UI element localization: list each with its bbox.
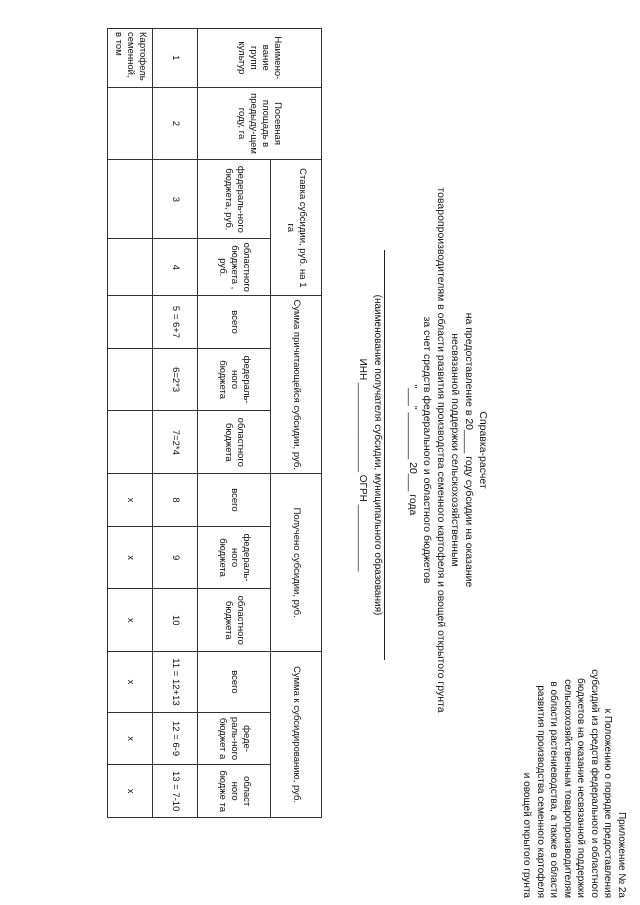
appendix-line: развития производства семенного картофеля <box>535 685 546 898</box>
column-number: 2 <box>153 87 198 160</box>
appendix-line: в области растениеводства, а также в области <box>548 681 560 898</box>
appendix-line: к Положению о порядке предоставления <box>602 708 614 898</box>
column-numbering-row <box>153 29 198 818</box>
header-received-group: Получено субсидии, руб. <box>271 474 322 652</box>
header-subsidize-total: всего <box>198 652 271 713</box>
table-cell: х <box>108 526 153 589</box>
table-cell <box>108 160 153 239</box>
column-number: 13 = 7-10 <box>153 765 198 818</box>
title-line: Справка-расчет <box>477 411 489 489</box>
table-cell <box>108 411 153 474</box>
title-line: несвязанной поддержки сельскохозяйственным <box>449 333 461 567</box>
header-due-regional: областного бюджета <box>198 411 271 474</box>
table-cell <box>108 239 153 296</box>
table-cell <box>108 87 153 160</box>
table-cell <box>108 296 153 349</box>
header-subsidize-regional: област ного бюдже та <box>198 765 271 818</box>
appendix-line: и овощей открытого грунта <box>521 772 533 898</box>
header-received-total: всего <box>198 474 271 527</box>
table-cell: х <box>108 474 153 527</box>
table-cell: х <box>108 765 153 818</box>
document-title <box>406 150 490 750</box>
header-received-regional: областного бюджета <box>198 589 271 652</box>
header-to-subsidize-group: Сумма к субсидированию, руб. <box>271 652 322 818</box>
column-number: 11 = 12+13 <box>153 652 198 713</box>
header-due-federal: федераль-ного бюджета <box>198 348 271 411</box>
calculation-table <box>107 28 322 818</box>
crop-name-cell: Картофель семенной, в том <box>108 29 153 88</box>
appendix-line: сельскохозяйственным товаропроизводителям <box>562 679 573 898</box>
header-received-federal: федераль-ного бюджета <box>198 526 271 589</box>
appendix-line: субсидий из средств федерального и областного <box>589 669 600 898</box>
column-number: 4 <box>153 239 198 296</box>
table-cell: х <box>108 652 153 713</box>
column-number: 6=2*3 <box>153 348 198 411</box>
title-line: на предоставление в 20____ году субсидии на оказание <box>463 312 475 588</box>
appendix-line: Приложение № 2а <box>616 811 627 898</box>
recipient-underline <box>384 250 385 660</box>
title-date-line: "___" ________ 20___ года <box>407 384 419 516</box>
header-crop-group: Наимено-вание групп культур <box>198 29 322 88</box>
header-rate-group: Ставка субсидии, руб. на 1 га <box>271 160 322 296</box>
header-due-total: всего <box>198 296 271 349</box>
column-number: 12 = 6-9 <box>153 712 198 765</box>
header-rate-federal: федераль-ного бюджета, руб. <box>198 160 271 239</box>
header-sown-area: Посевная площадь в предыду-щем году, га <box>198 87 322 160</box>
column-number: 9 <box>153 526 198 589</box>
column-number: 10 <box>153 589 198 652</box>
header-rate-regional: областного бюджета , руб. <box>198 239 271 296</box>
header-subsidize-federal: феде-раль-ного бюджет а <box>198 712 271 765</box>
appendix-line: бюджетов на оказание несвязанной поддержки <box>575 678 587 898</box>
header-due-group: Сумма причитающейся субсидии, руб. <box>271 296 322 474</box>
appendix-note <box>520 598 628 898</box>
recipient-caption: (наименование получателя субсидии, муниципального образования) <box>372 294 383 616</box>
column-number: 3 <box>153 160 198 239</box>
column-number: 7=2*4 <box>153 411 198 474</box>
column-number: 1 <box>153 29 198 88</box>
table-cell: х <box>108 589 153 652</box>
inn-ogrn-line: ИНН ________________ ОГРН ____________ <box>357 358 368 572</box>
title-line: за счет средств федерального и областного бюджетов <box>421 316 433 584</box>
table-cell: х <box>108 712 153 765</box>
title-line: товаропроизводителям в области развития производства семенного картофеля и овощей открытого грунта <box>435 187 447 713</box>
table-row <box>108 29 153 818</box>
column-number: 8 <box>153 474 198 527</box>
column-number: 5 = 6+7 <box>153 296 198 349</box>
table-cell <box>108 348 153 411</box>
